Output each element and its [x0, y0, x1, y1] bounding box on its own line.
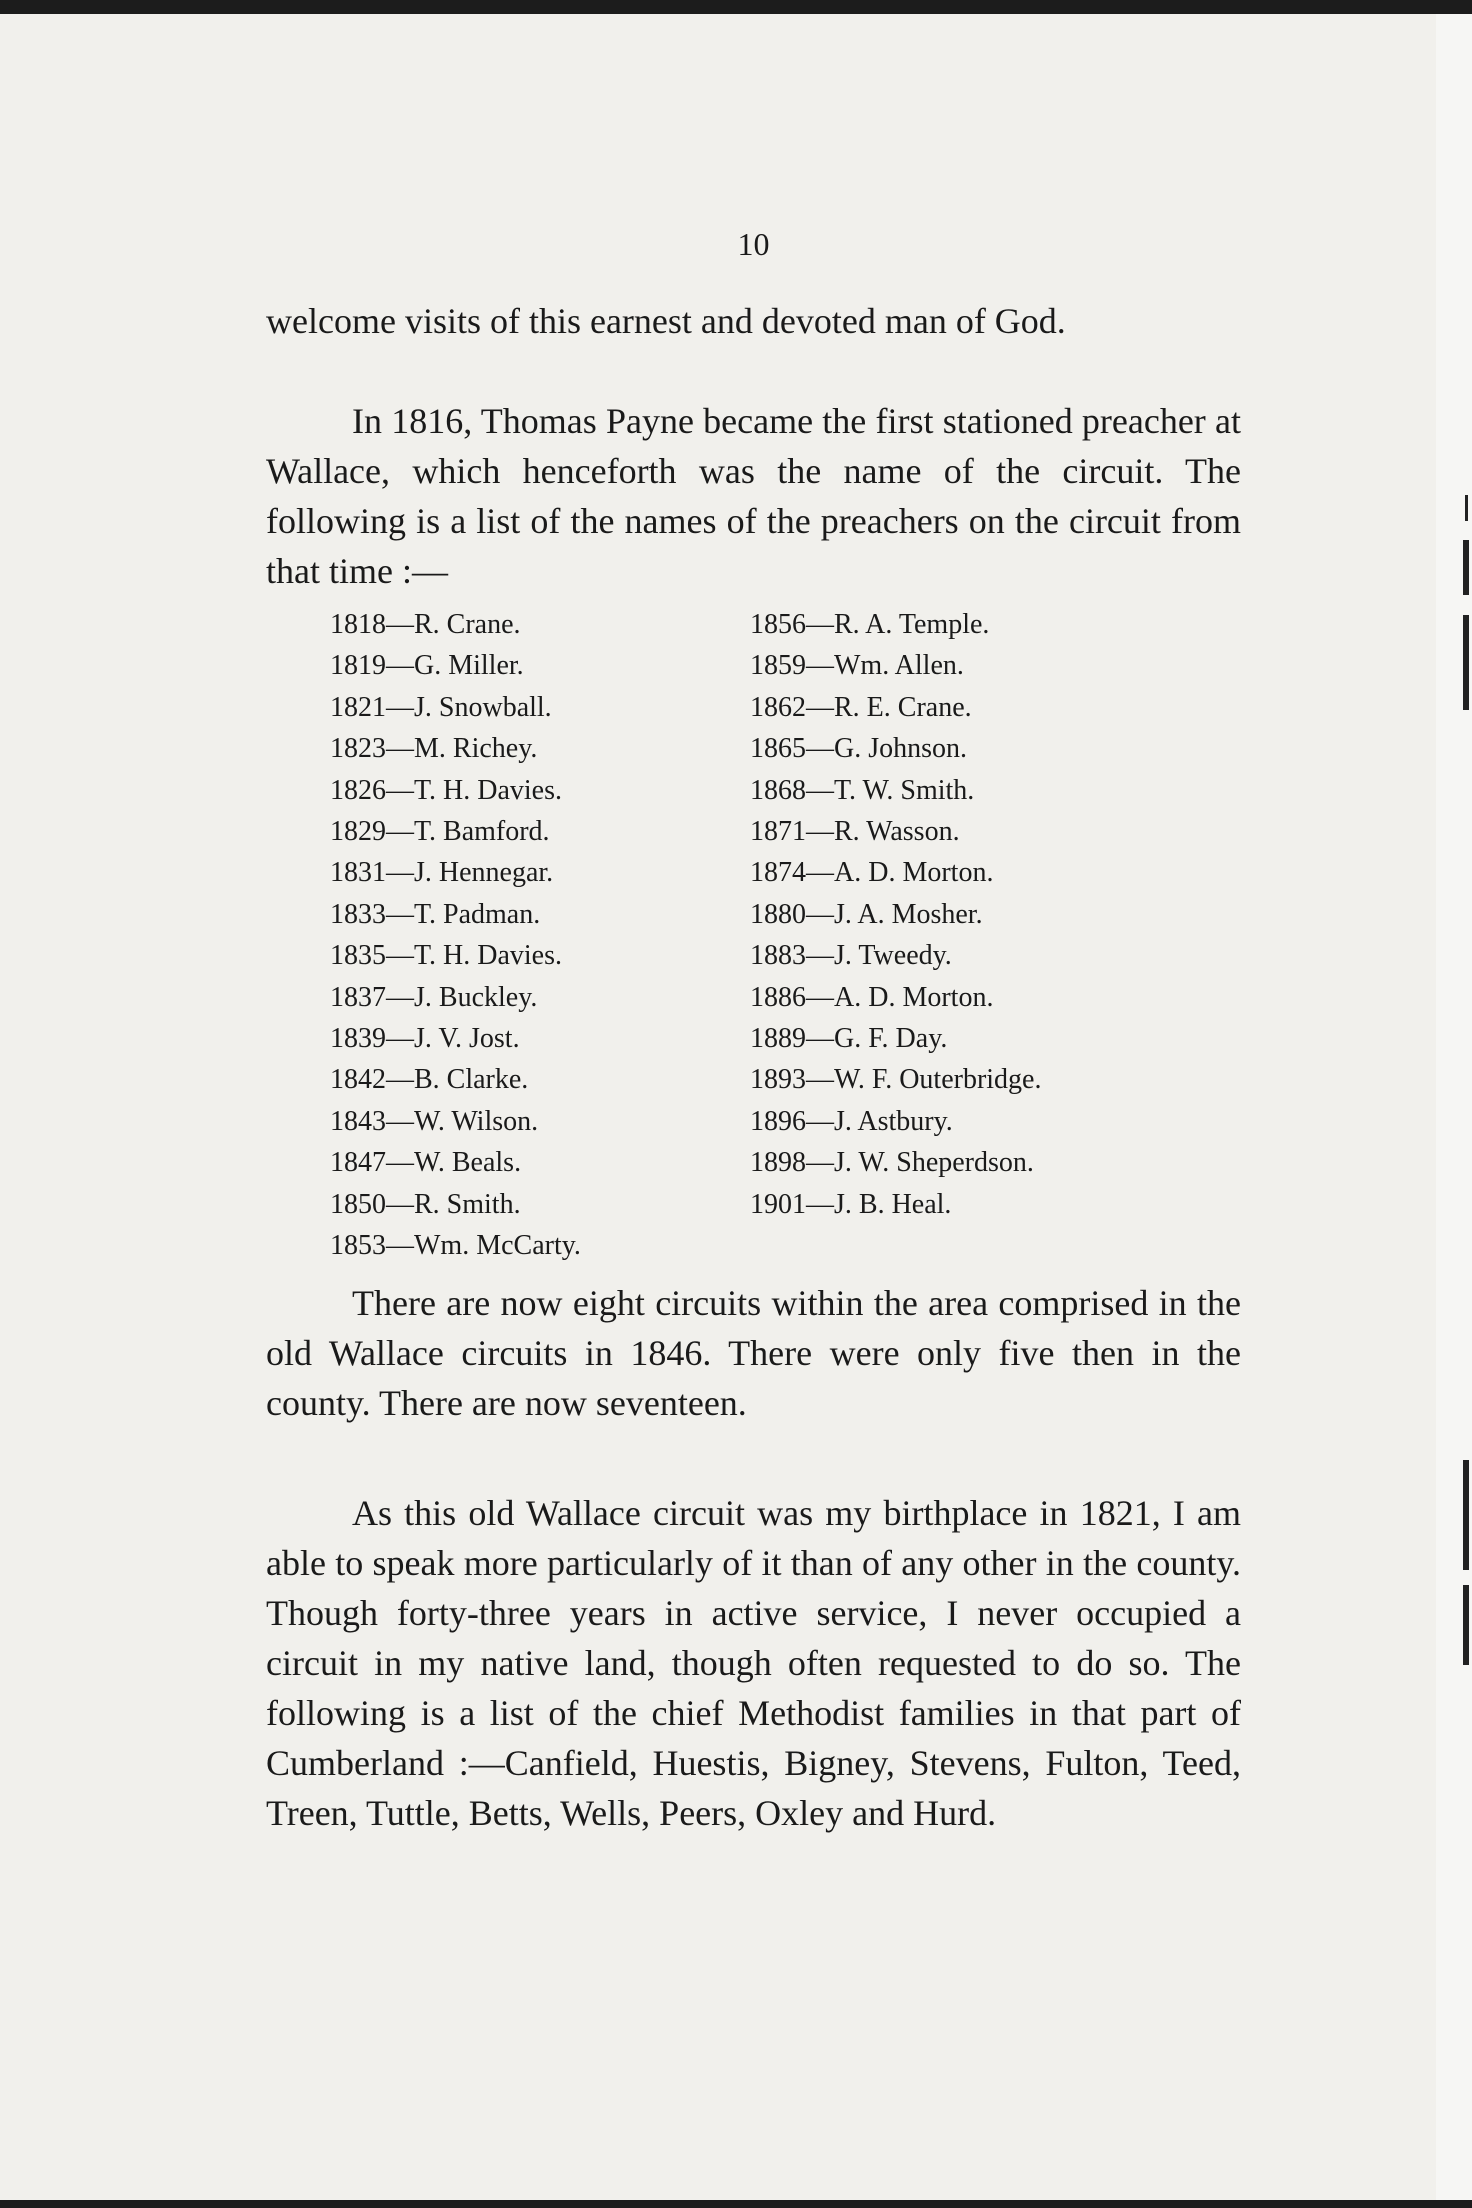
list-item: 1833—T. Padman.	[330, 898, 541, 930]
list-item: 1842—B. Clarke.	[330, 1064, 529, 1096]
list-item: 1839—J. V. Jost.	[330, 1023, 520, 1055]
list-item: 1859—Wm. Allen.	[750, 650, 964, 682]
page-number: 10	[737, 226, 770, 262]
list-item: 1819—G. Miller.	[330, 650, 524, 682]
list-item: 1847—W. Beals.	[330, 1147, 522, 1179]
list-item: 1821—J. Snowball.	[330, 691, 552, 723]
list-item: 1843—W. Wilson.	[330, 1105, 539, 1137]
list-item: 1829—T. Bamford.	[330, 816, 550, 848]
list-item: 1880—J. A. Mosher.	[750, 898, 983, 930]
scan-edge-mark	[1463, 1585, 1469, 1665]
list-item: 1871—R. Wasson.	[750, 816, 960, 848]
list-item: 1898—J. W. Sheperdson.	[750, 1147, 1034, 1179]
list-item: 1865—G. Johnson.	[750, 733, 968, 765]
paragraph-birthplace: As this old Wallace circuit was my birthplace in 1821, I am able to speak more particularly of it than of any other in the county. Though forty-three years in active service, I never occupied a circuit in my native land, though often requested to do so. The following is a list of the chief Methodist families in that part of Cumberland :—Canfield, Huestis, Bigney, Stevens, Fulton, Teed, Treen, Tuttle, Betts, Wells, Peers, Oxley and Hurd.	[266, 1493, 1241, 1833]
list-item: 1862—R. E. Crane.	[750, 691, 972, 723]
list-item: 1856—R. A. Temple.	[750, 609, 990, 640]
list-item: 1883—J. Tweedy.	[750, 940, 952, 972]
list-item: 1818—R. Crane.	[330, 609, 521, 640]
list-item: 1901—J. B. Heal.	[750, 1188, 952, 1220]
scan-edge-mark	[1465, 495, 1468, 521]
list-item: 1826—T. H. Davies.	[330, 774, 562, 806]
list-item: 1853—Wm. McCarty.	[330, 1230, 581, 1262]
list-item: 1850—R. Smith.	[330, 1188, 521, 1220]
facing-page-edge	[1436, 14, 1472, 2200]
list-item: 1874—A. D. Morton.	[750, 857, 994, 889]
preachers-list-right-column	[750, 604, 1230, 1225]
list-item: 1886—A. D. Morton.	[750, 981, 994, 1013]
list-item: 1831—J. Hennegar.	[330, 857, 554, 889]
scan-edge-mark	[1463, 540, 1469, 595]
paragraph-continuation: welcome visits of this earnest and devoted man of God.	[266, 301, 1066, 341]
list-item: 1893—W. F. Outerbridge.	[750, 1064, 1042, 1096]
list-item: 1823—M. Richey.	[330, 733, 538, 765]
list-item: 1835—T. H. Davies.	[330, 940, 562, 972]
paragraph-circuits: There are now eight circuits within the area comprised in the old Wallace circuits in 1846. There were only five then in the county. There are now seventeen.	[266, 1283, 1241, 1423]
list-item: 1868—T. W. Smith.	[750, 774, 975, 806]
list-item: 1837—J. Buckley.	[330, 981, 538, 1013]
scan-edge-mark	[1463, 615, 1469, 710]
list-item: 1889—G. F. Day.	[750, 1023, 948, 1055]
paragraph-thomas-payne: In 1816, Thomas Payne became the first stationed preacher at Wallace, which henceforth was the name of the circuit. The following is a list of the names of the preachers on the circuit from that time :—	[266, 401, 1241, 591]
preachers-list-left-column	[330, 604, 730, 1267]
list-item: 1896—J. Astbury.	[750, 1105, 953, 1137]
scan-edge-mark	[1463, 1460, 1469, 1570]
